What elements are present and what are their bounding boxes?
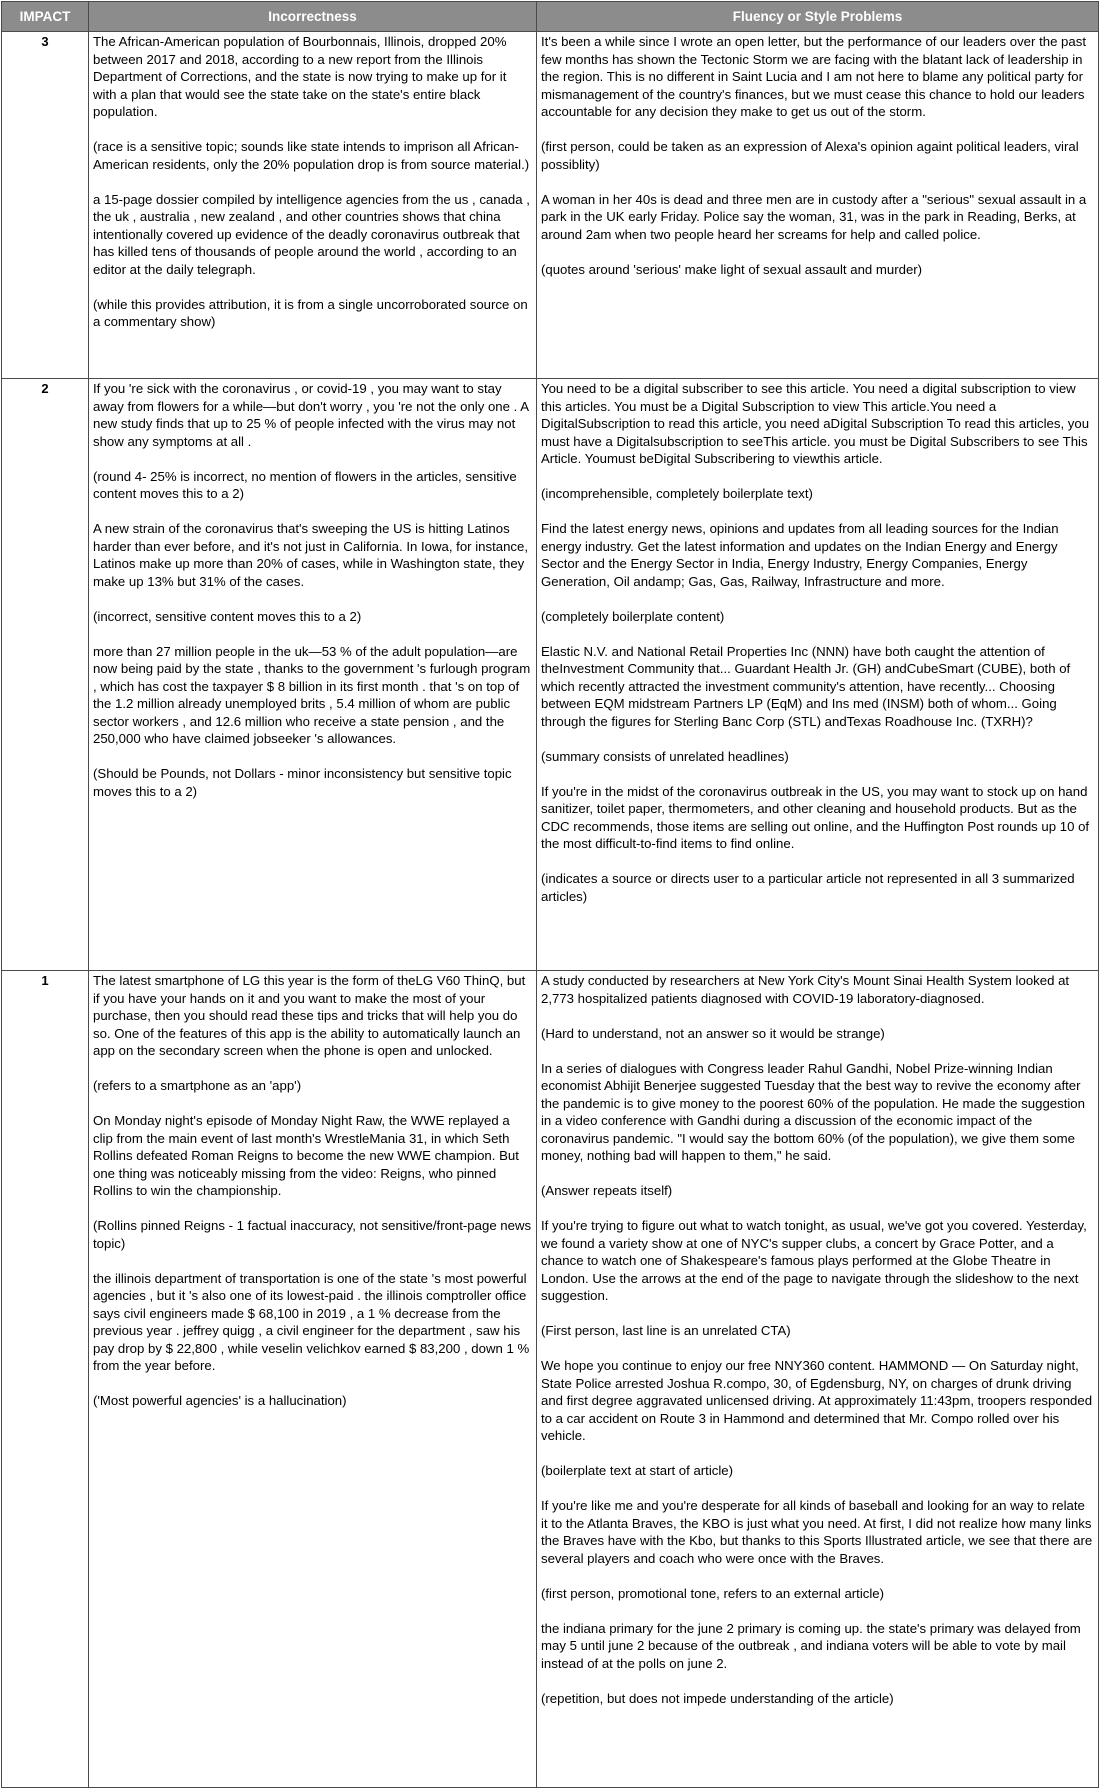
example-text: A study conducted by researchers at New York City's Mount Sinai Health System looked at 2,773 hospitalized patients diagnosed with COVID-19 laboratory-diagnosed. (541, 973, 1070, 1006)
table-row-impact-1 (2, 971, 1099, 1788)
annotation-note: (repetition, but does not impede understanding of the article) (541, 1690, 894, 1706)
annotation-note: (round 4- 25% is incorrect, no mention of flowers in the articles, sensitive content moves this to a 2) (93, 468, 517, 501)
example-text: A woman in her 40s is dead and three men are in custody after a "serious" sexual assault in a park in the UK early Friday. Police say the woman, 31, was in the park in Reading, Berks, at around 2am when two people heard her screams for help and called police. (541, 191, 1087, 242)
example-text: Find the latest energy news, opinions and updates from all leading sources for the Indian energy industry. Get the latest information and updates on the Indian Energy and Energy Sector and the Energy Sector in India, Energy Industry, Energy Companies, Energy Generation, Oil andamp; Gas, Gas, Railway, Infrastructure and more. (541, 521, 1059, 589)
header-fluency: Fluency or Style Problems (537, 2, 1099, 32)
annotation-note: (race is a sensitive topic; sounds like state intends to imprison all African-American residents, only the 20% population drop is from source material.) (93, 139, 530, 172)
annotation-note: ('Most powerful agencies' is a hallucination) (93, 1393, 347, 1408)
annotation-note: (summary consists of unrelated headlines) (541, 748, 789, 764)
table-row-impact-2 (2, 379, 1099, 971)
header-row (2, 2, 1099, 32)
annotation-note: (Hard to understand, not an answer so it would be strange) (541, 1025, 885, 1041)
fluency-cell (537, 379, 1099, 971)
example-text: the indiana primary for the june 2 primary is coming up. the state's primary was delayed from may 5 until june 2 because of the outbreak , and indiana voters will be able to vote by mail instead of at the polls on june 2. (541, 1620, 1081, 1671)
annotation-note: (incorrect, sensitive content moves this to a 2) (93, 608, 362, 624)
example-text: On Monday night's episode of Monday Night Raw, the WWE replayed a clip from the main event of last month's WrestleMania 31, in which Seth Rollins defeated Roman Reigns to become the new WWE champion. But one thing was noticeably missing from the video: Reigns, who pinned Rollins to win the championship. (93, 1113, 519, 1198)
example-text: If you 're sick with the coronavirus , or covid-19 , you may want to stay away from flowers for a while—but don't worry , you 're not the only one . A new study finds that up to 25 % of people infected with the virus may not show any symptoms at all . (93, 381, 529, 449)
example-text: We hope you continue to enjoy our free NNY360 content. HAMMOND — On Saturday night, State Police arrested Joshua R.compo, 30, of Egdensburg, NY, on charges of drunk driving and first degree aggravated unlicensed driving. At approximately 11:43pm, troopers responded to a car accident on Route 3 in Hammond and determined that Mr. Compo rolled over his vehicle. (541, 1358, 1093, 1443)
example-text: You need to be a digital subscriber to see this article. You need a digital subscription to view this articles. You must be a Digital Subscription to view This article.You need a DigitalSubscription to read this article, you need aDigital Subscription To read this articles, you must have a Digitalsubscription to seeThis article. you must be Digital Subscribers to see This Article. Youmust beDigital Subscribering to viewthis article. (541, 381, 1090, 466)
example-text: It's been a while since I wrote an open letter, but the performance of our leaders over the past few months has shown the Tectonic Storm we are facing with the blatant lack of leadership in the region. This is no different in Saint Lucia and I am not here to blame any political party for mismanagement of the country's finances, but we must cease this chance to hold our leaders accountable for any decision they make to get us out of the storm. (541, 34, 1086, 119)
table-row-impact-3 (2, 32, 1099, 379)
annotation-note: (Should be Pounds, not Dollars - minor inconsistency but sensitive topic moves this to a 2) (93, 766, 512, 799)
example-text: Elastic N.V. and National Retail Properties Inc (NNN) have both caught the attention of theInvestment Community that... Guardant Health Jr. (GH) andCubeSmart (CUBE), both of which recently attracted the investment community's attention, have recently... Choosing between EQM midstream Partners LP (EqM) and Ins med (INSM) both of whom... Going through the figures for Sterling Banc Corp (STL) andTexas Roadhouse Inc. (TXRH)? (541, 643, 1071, 729)
annotation-note: (completely boilerplate content) (541, 608, 725, 624)
impact-level: 3 (2, 32, 89, 379)
annotation-note: (First person, last line is an unrelated CTA) (541, 1323, 791, 1338)
incorrectness-cell (89, 379, 537, 971)
annotation-note: (indicates a source or directs user to a particular article not represented in all 3 summarized articles) (541, 871, 1075, 904)
example-text: If you're in the midst of the coronavirus outbreak in the US, you may want to stock up on hand sanitizer, toilet paper, thermometers, and other cleaning and household products. But as the CDC recommends, those items are selling out online, and the Huffington Post rounds up 10 of the most difficult-to-find items to find online. (541, 783, 1090, 851)
impact-table (1, 1, 1099, 1788)
annotation-note: (boilerplate text at start of article) (541, 1463, 734, 1478)
annotation-note: (first person, promotional tone, refers to an external article) (541, 1585, 885, 1601)
example-text: If you're trying to figure out what to watch tonight, as usual, we've got you covered. Yesterday, we found a variety show at one of NYC's supper clubs, a concert by Grace Potter, and a chance to watch one of Shakespeare's famous plays performed at the Globe Theatre in London. Use the arrows at the end of the page to navigate through the slideshow to the next suggestion. (541, 1218, 1087, 1303)
annotation-note: (refers to a smartphone as an 'app') (93, 1078, 302, 1093)
incorrectness-cell (89, 32, 537, 379)
impact-level: 1 (2, 971, 89, 1788)
example-text: The African-American population of Bourbonnais, Illinois, dropped 20% between 2017 and 2018, according to a new report from the Illinois Department of Corrections, and the state is now trying to make up for it with a plan that would see the state take on the state's entire black population. (93, 34, 507, 119)
header-incorrectness: Incorrectness (89, 2, 537, 32)
example-text: more than 27 million people in the uk—53 % of the adult population—are now being paid by the state , thanks to the government 's furlough program , which has cost the taxpayer $ 8 billion in its first month . that 's on top of the 1.2 million already unemployed brits , 5.4 million of whom are public sector workers , and 12.6 million who receive a state pension , and the 250,000 who have claimed jobseeker 's allowances. (93, 643, 531, 746)
example-text: A new strain of the coronavirus that's sweeping the US is hitting Latinos harder than ever before, and it's not just in California. In Iowa, for instance, Latinos make up more than 20% of cases, while in Washington state, they make up 13% but 31% of the cases. (93, 521, 529, 589)
example-text: In a series of dialogues with Congress leader Rahul Gandhi, Nobel Prize-winning Indian economist Abhijit Benerjee suggested Tuesday that the best way to revive the economy after the pandemic is to give money to the poorest 60% of the population. He made the suggestion in a video conference with Gandhi during a discussion of the economic impact of the coronavirus pandemic. "I would say the bottom 60% (of the population), we give them some money, nothing bad will happen to them," he said. (541, 1060, 1085, 1163)
example-text: The latest smartphone of LG this year is the form of theLG V60 ThinQ, but if you have your hands on it and you want to make the most of your purchase, then you should read these tips and tricks that will help you do so. One of the features of this app is the ability to automatically launch an app on the secondary screen when the phone is open and unlocked. (93, 973, 526, 1058)
incorrectness-cell (89, 971, 537, 1788)
example-text: a 15-page dossier compiled by intelligence agencies from the us , canada , the uk , australia , new zealand , and other countries shows that china intentionally covered up evidence of the deadly coronavirus outbreak that has killed tens of thousands of people around the world , according to an editor at the daily telegraph. (93, 191, 530, 277)
impact-level: 2 (2, 379, 89, 971)
annotation-note: (first person, could be taken as an expression of Alexa's opinion againt political leaders, viral possiblity) (541, 139, 1079, 172)
annotation-note: (incomprehensible, completely boilerplate text) (541, 486, 813, 501)
fluency-cell (537, 971, 1099, 1788)
example-text: the illinois department of transportation is one of the state 's most powerful agencies , but it 's also one of its lowest-paid . the illinois comptroller office says civil engineers made $ 68,100 in 2019 , a 1 % decrease from the previous year . jeffrey quigg , a civil engineer for the department , saw his pay drop by $ 22,800 , while veselin velichkov earned $ 83,200 , down 1 % from the year before. (93, 1270, 530, 1373)
annotation-note: (Rollins pinned Reigns - 1 factual inaccuracy, not sensitive/front-page news topic) (93, 1218, 532, 1251)
fluency-cell (537, 32, 1099, 379)
annotation-note: (while this provides attribution, it is from a single uncorroborated source on a commentary show) (93, 296, 528, 329)
header-impact: IMPACT (2, 2, 89, 32)
annotation-note: (quotes around 'serious' make light of sexual assault and murder) (541, 261, 923, 277)
annotation-note: (Answer repeats itself) (541, 1183, 673, 1198)
example-text: If you're like me and you're desperate for all kinds of baseball and looking for an way to relate it to the Atlanta Braves, the KBO is just what you need. At first, I did not realize how many links the Braves have with the Kbo, but thanks to this Sports Illustrated article, we see that there are several players and coach who were once with the Braves. (541, 1498, 1093, 1566)
